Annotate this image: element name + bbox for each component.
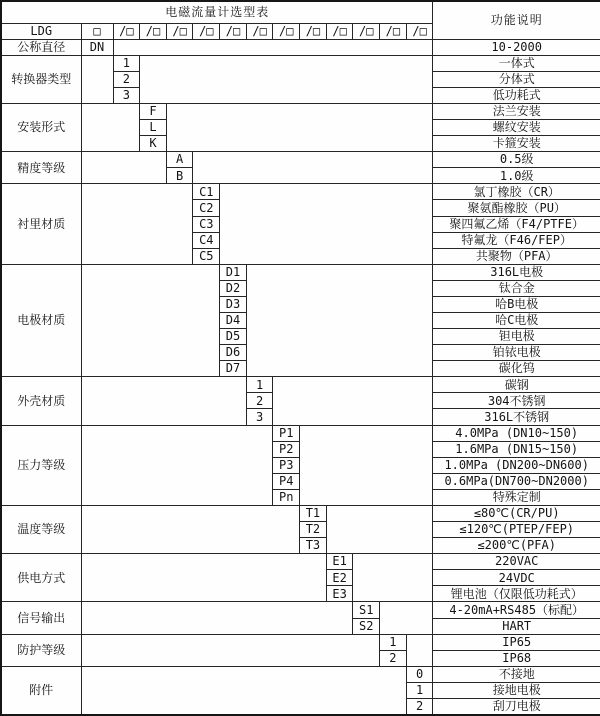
right-gap-cell bbox=[140, 55, 433, 103]
option-desc-cell: 0.6MPa(DN700~DN2000) bbox=[433, 473, 600, 489]
option-desc-cell: 特殊定制 bbox=[433, 489, 600, 505]
option-code-cell: P3 bbox=[273, 457, 300, 473]
option-desc-cell: 低功耗式 bbox=[433, 87, 600, 103]
option-row bbox=[1, 184, 600, 200]
option-code-cell: D5 bbox=[220, 329, 247, 345]
option-row bbox=[1, 264, 600, 280]
right-gap-cell bbox=[380, 602, 433, 634]
option-desc-cell: ≤80℃(CR/PU) bbox=[433, 505, 600, 521]
option-desc-cell: 220VAC bbox=[433, 554, 600, 570]
right-gap-cell bbox=[166, 104, 433, 152]
option-desc-cell: 卡箍安装 bbox=[433, 136, 600, 152]
diameter-code-cell: DN bbox=[81, 39, 113, 55]
table-title: 电磁流量计选型表 bbox=[1, 1, 433, 23]
option-desc-cell: 1.6MPa (DN15~150) bbox=[433, 441, 600, 457]
code-slot-cell: /□ bbox=[246, 23, 273, 39]
code-slot-cell: /□ bbox=[326, 23, 353, 39]
code-slot-cell: /□ bbox=[193, 23, 220, 39]
left-gap-cell bbox=[81, 55, 113, 103]
group-label-cell: 信号输出 bbox=[1, 602, 81, 634]
option-desc-cell: 4-20mA+RS485（标配） bbox=[433, 602, 600, 618]
group-label-cell: 附件 bbox=[1, 666, 81, 715]
code-slot-cell: /□ bbox=[220, 23, 247, 39]
option-desc-cell: 法兰安装 bbox=[433, 104, 600, 120]
left-gap-cell bbox=[81, 634, 380, 666]
option-desc-cell: 316L不锈钢 bbox=[433, 409, 600, 425]
option-code-cell: 2 bbox=[406, 698, 433, 715]
right-gap-cell bbox=[273, 377, 433, 425]
option-desc-cell: IP68 bbox=[433, 650, 600, 666]
option-desc-cell: 聚氨酯橡胶（PU） bbox=[433, 200, 600, 216]
option-desc-cell: 一体式 bbox=[433, 55, 600, 71]
left-gap-cell bbox=[81, 554, 326, 602]
right-gap-cell bbox=[353, 554, 433, 602]
option-row bbox=[1, 104, 600, 120]
option-code-cell: 2 bbox=[246, 393, 273, 409]
right-gap-cell bbox=[326, 505, 433, 553]
option-row bbox=[1, 505, 600, 521]
option-code-cell: C3 bbox=[193, 216, 220, 232]
function-column-header: 功能说明 bbox=[433, 1, 600, 39]
option-code-cell: 1 bbox=[380, 634, 407, 650]
code-slot-cell: /□ bbox=[113, 23, 140, 39]
option-code-cell: 2 bbox=[380, 650, 407, 666]
option-row bbox=[1, 554, 600, 570]
option-code-cell: B bbox=[166, 168, 193, 184]
option-row bbox=[1, 666, 600, 682]
code-slot-cell: /□ bbox=[166, 23, 193, 39]
left-gap-cell bbox=[81, 152, 166, 184]
title-row bbox=[1, 1, 600, 23]
group-label-cell: 防护等级 bbox=[1, 634, 81, 666]
option-desc-cell: 不接地 bbox=[433, 666, 600, 682]
option-desc-cell: ≤120℃(PTEP/FEP) bbox=[433, 522, 600, 538]
group-label-cell: 精度等级 bbox=[1, 152, 81, 184]
left-gap-cell bbox=[81, 104, 140, 152]
option-code-cell: 3 bbox=[113, 87, 140, 103]
option-code-cell: 1 bbox=[246, 377, 273, 393]
option-code-cell: F bbox=[140, 104, 167, 120]
option-code-cell: C4 bbox=[193, 232, 220, 248]
option-row bbox=[1, 152, 600, 168]
option-code-cell: D3 bbox=[220, 296, 247, 312]
diameter-row bbox=[1, 39, 600, 55]
option-desc-cell: 钛合金 bbox=[433, 280, 600, 296]
option-code-cell: P1 bbox=[273, 425, 300, 441]
option-code-cell: D4 bbox=[220, 313, 247, 329]
option-desc-cell: 刮刀电极 bbox=[433, 698, 600, 715]
option-code-cell: C1 bbox=[193, 184, 220, 200]
group-label-cell: 供电方式 bbox=[1, 554, 81, 602]
option-row bbox=[1, 377, 600, 393]
right-gap-cell bbox=[246, 264, 433, 377]
diameter-label-cell: 公称直径 bbox=[1, 39, 81, 55]
option-desc-cell: 特氟龙（F46/FEP） bbox=[433, 232, 600, 248]
option-desc-cell: 钽电极 bbox=[433, 329, 600, 345]
code-slot-cell: /□ bbox=[353, 23, 380, 39]
group-label-cell: 衬里材质 bbox=[1, 184, 81, 264]
code-slot-cell: /□ bbox=[273, 23, 300, 39]
option-code-cell: T2 bbox=[300, 522, 327, 538]
option-code-cell: D7 bbox=[220, 361, 247, 377]
option-code-cell: E1 bbox=[326, 554, 353, 570]
option-code-cell: S1 bbox=[353, 602, 380, 618]
left-gap-cell bbox=[81, 425, 273, 505]
option-desc-cell: 聚四氟乙烯（F4/PTFE） bbox=[433, 216, 600, 232]
code-slot-cell: /□ bbox=[406, 23, 433, 39]
left-gap-cell bbox=[81, 505, 300, 553]
selection-table-body bbox=[1, 1, 600, 715]
group-label-cell: 电极材质 bbox=[1, 264, 81, 377]
option-code-cell: A bbox=[166, 152, 193, 168]
option-code-cell: D6 bbox=[220, 345, 247, 361]
option-desc-cell: 碳化钨 bbox=[433, 361, 600, 377]
option-code-cell: D2 bbox=[220, 280, 247, 296]
group-label-cell: 安装形式 bbox=[1, 104, 81, 152]
option-code-cell: 1 bbox=[113, 55, 140, 71]
right-gap-cell bbox=[406, 634, 433, 666]
option-code-cell: K bbox=[140, 136, 167, 152]
option-code-cell: Pn bbox=[273, 489, 300, 505]
option-code-cell: L bbox=[140, 120, 167, 136]
option-desc-cell: IP65 bbox=[433, 634, 600, 650]
option-code-cell: 2 bbox=[113, 71, 140, 87]
option-desc-cell: 螺纹安装 bbox=[433, 120, 600, 136]
code-slot-cell: /□ bbox=[380, 23, 407, 39]
option-code-cell: E2 bbox=[326, 570, 353, 586]
group-label-cell: 压力等级 bbox=[1, 425, 81, 505]
option-desc-cell: 哈B电极 bbox=[433, 296, 600, 312]
option-code-cell: E3 bbox=[326, 586, 353, 602]
option-code-cell: P2 bbox=[273, 441, 300, 457]
option-code-cell: C2 bbox=[193, 200, 220, 216]
code-slot-cell: /□ bbox=[140, 23, 167, 39]
option-desc-cell: 共聚物（PFA） bbox=[433, 248, 600, 264]
right-gap-cell bbox=[193, 152, 433, 184]
option-desc-cell: 1.0MPa (DN200~DN600) bbox=[433, 457, 600, 473]
left-gap-cell bbox=[81, 264, 220, 377]
diameter-span-cell bbox=[113, 39, 433, 55]
group-label-cell: 转换器类型 bbox=[1, 55, 81, 103]
option-desc-cell: ≤200℃(PFA) bbox=[433, 538, 600, 554]
option-code-cell: C5 bbox=[193, 248, 220, 264]
option-code-cell: S2 bbox=[353, 618, 380, 634]
diameter-desc-cell: 10-2000 bbox=[433, 39, 600, 55]
option-code-cell: P4 bbox=[273, 473, 300, 489]
option-desc-cell: 接地电极 bbox=[433, 682, 600, 698]
left-gap-cell bbox=[81, 184, 193, 264]
option-desc-cell: 碳钢 bbox=[433, 377, 600, 393]
option-desc-cell: 铂铱电极 bbox=[433, 345, 600, 361]
option-desc-cell: HART bbox=[433, 618, 600, 634]
option-desc-cell: 分体式 bbox=[433, 71, 600, 87]
option-desc-cell: 304不锈钢 bbox=[433, 393, 600, 409]
option-desc-cell: 氯丁橡胶（CR） bbox=[433, 184, 600, 200]
code-slot-cell: /□ bbox=[300, 23, 327, 39]
option-row bbox=[1, 634, 600, 650]
option-code-cell: 0 bbox=[406, 666, 433, 682]
option-desc-cell: 316L电极 bbox=[433, 264, 600, 280]
right-gap-cell bbox=[300, 425, 433, 505]
option-desc-cell: 1.0级 bbox=[433, 168, 600, 184]
first-code-box-cell: □ bbox=[81, 23, 113, 39]
option-desc-cell: 24VDC bbox=[433, 570, 600, 586]
option-desc-cell: 4.0MPa (DN10~150) bbox=[433, 425, 600, 441]
option-row bbox=[1, 602, 600, 618]
option-code-cell: 1 bbox=[406, 682, 433, 698]
option-code-cell: D1 bbox=[220, 264, 247, 280]
option-code-cell: T3 bbox=[300, 538, 327, 554]
option-desc-cell: 0.5级 bbox=[433, 152, 600, 168]
right-gap-cell bbox=[220, 184, 433, 264]
group-label-cell: 温度等级 bbox=[1, 505, 81, 553]
option-row bbox=[1, 55, 600, 71]
option-desc-cell: 锂电池（仅限低功耗式） bbox=[433, 586, 600, 602]
left-gap-cell bbox=[81, 666, 406, 715]
option-code-cell: 3 bbox=[246, 409, 273, 425]
option-desc-cell: 哈C电极 bbox=[433, 313, 600, 329]
model-prefix-cell: LDG bbox=[1, 23, 81, 39]
left-gap-cell bbox=[81, 602, 353, 634]
left-gap-cell bbox=[81, 377, 246, 425]
group-label-cell: 外壳材质 bbox=[1, 377, 81, 425]
option-row bbox=[1, 425, 600, 441]
option-code-cell: T1 bbox=[300, 505, 327, 521]
